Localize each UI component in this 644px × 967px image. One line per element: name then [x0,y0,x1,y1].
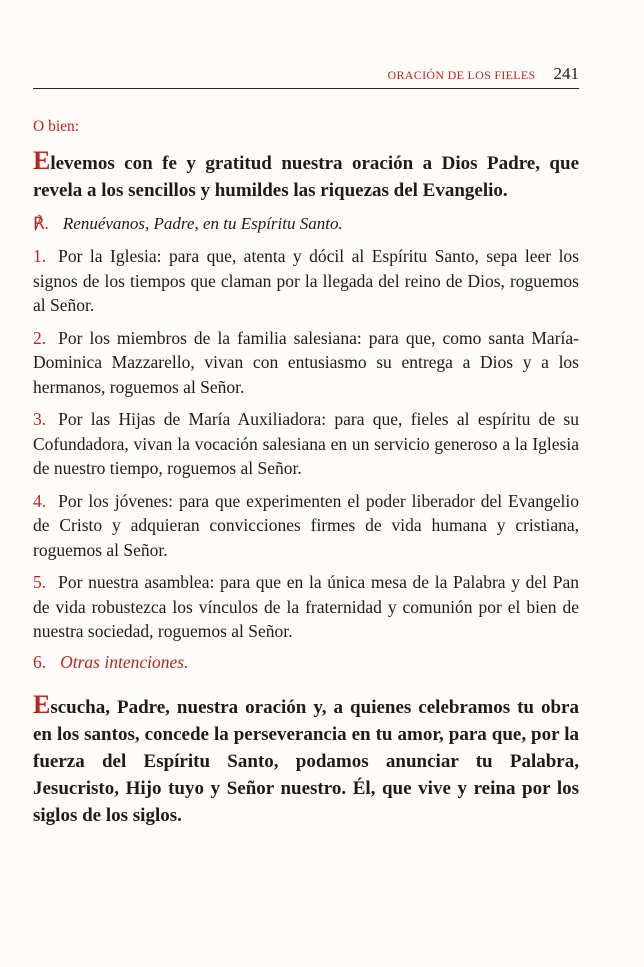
closing-text: scucha, Padre, nuestra oración y, a quienes celebramos tu obra en los santos, concede la perseverancia en tu amor, para que, por la fuerza del Espíritu Santo, podamos anunciar tu Palabra, Jesucristo, Hijo tuyo y Señor nuestro. Él, que vive y reina por los siglos de los siglos. [33,696,579,826]
petition-4 [33,489,579,563]
petition-number: 3. [33,409,47,429]
other-intentions-text: Otras intenciones. [60,651,189,672]
petition-text: Por nuestra asamblea: para que en la única mesa de la Palabra y del Pan de vida robustezca los vínculos de la fraternidad y comunión por el bien de nuestra sociedad, roguemos al Señor. [33,572,579,641]
petition-text: Por los miembros de la familia salesiana: para que, como santa María-Dominica Mazzarello, vivan con entusiasmo su entrega a Dios y a los hermanos, roguemos al Señor. [33,327,579,397]
opening-invitation [33,147,579,204]
petition-text: Por la Iglesia: para que, atenta y dócil al Espíritu Santo, sepa leer los signos de los tiempos que claman por la llegada del reino de Dios, roguemos al Señor. [33,246,579,315]
response-symbol: ℟. [33,214,49,233]
response-text: Renuévanos, Padre, en tu Espíritu Santo. [62,214,343,233]
opening-initial: E [33,146,51,175]
petition-2 [33,326,579,400]
petition-text: Por los jóvenes: para que experimenten el poder liberador del Evangelio de Cristo y adquieran convicciones firmes de vida humana y cristiana, roguemos al Señor. [33,490,579,560]
closing-initial: E [33,689,51,719]
petition-number: 4. [33,490,47,511]
intro-rubric: O bien: [33,118,80,135]
petition-number: 5. [33,572,47,592]
other-intentions [33,652,579,673]
petition-3 [33,407,579,481]
page-body [33,118,579,829]
page-number: 241 [553,64,579,83]
petition-5 [33,570,579,644]
header-title: ORACIÓN DE LOS FIELES [387,68,536,82]
response-line [33,214,579,234]
other-intentions-number: 6. [33,651,47,672]
petition-number: 1. [33,246,47,266]
closing-prayer [33,691,579,829]
petition-1 [33,244,579,318]
running-header [33,64,579,89]
opening-text: levemos con fe y gratitud nuestra oración a Dios Padre, que revela a los sencillos y humildes las riquezas del Evangelio. [33,153,579,201]
petition-number: 2. [33,327,47,348]
petition-text: Por las Hijas de María Auxiliadora: para que, fieles al espíritu de su Cofundadora, vivan la vocación salesiana en un servicio generoso a la Iglesia de nuestro tiempo, roguemos al Señor. [33,409,579,478]
